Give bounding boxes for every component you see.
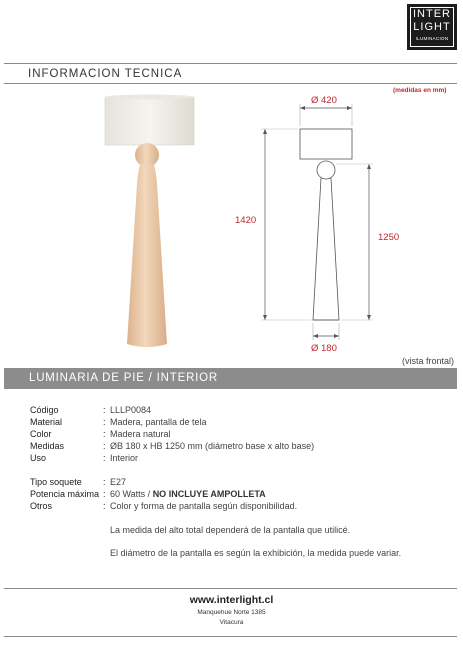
brand-logo [407,4,457,50]
total-height-label: 1420 [235,215,257,226]
spec-value: Interior [110,453,139,463]
spec-label: Potencia máxima [30,489,100,499]
category-band [4,368,457,389]
shade-outline [300,129,352,159]
units-note: (medidas en mm) [393,87,447,94]
lamp-wood-body [127,143,167,347]
base-diameter-label: Ø 180 [311,343,337,354]
spec-value: ØB 180 x HB 1250 mm (diámetro base x alto base) [110,441,315,451]
logo-line-1: INTER [413,8,451,20]
page-title: INFORMACION TECNICA [28,68,183,80]
bottom-divider [4,636,457,637]
spec-label: Tipo soquete [30,477,82,487]
footer-address: Manquehue Norte 1385 [197,609,266,616]
spec-label: Medidas [30,441,65,451]
spec-colon: : [103,501,106,511]
spec-value [110,488,266,500]
ball-outline [317,161,335,179]
spec-colon: : [103,477,106,487]
spec-value: E27 [110,477,127,487]
spec-value-text: 60 Watts / [110,489,153,499]
body-outline [313,178,339,320]
title-divider [4,83,457,84]
spec-label: Otros [30,501,53,511]
footer-city: Vitacura [219,619,244,626]
spec-label: Código [30,405,59,415]
spec-value: Madera natural [110,429,171,439]
spec-label: Uso [30,453,47,463]
view-label: (vista frontal) [402,356,455,366]
spec-colon: : [103,489,106,499]
top-diameter-label: Ø 420 [311,95,337,106]
product-photo [95,92,205,357]
spec-colon: : [103,429,106,439]
top-divider [4,63,457,64]
spec-colon: : [103,441,106,451]
note-total-height: La medida del alto total dependerá de la pantalla que utilicé. [110,525,351,535]
technical-drawing [225,92,435,362]
category-title: LUMINARIA DE PIE / INTERIOR [29,372,219,384]
logo-line-2: LIGHT [413,21,451,33]
footer-divider [4,588,457,589]
spec-value: LLLP0084 [110,405,152,415]
spec-colon: : [103,405,106,415]
spec-value: Madera, pantalla de tela [110,417,207,427]
website-link[interactable]: www.interlight.cl [189,594,274,606]
spec-colon: : [103,453,106,463]
spec-label: Color [30,429,52,439]
note-shade-diameter: El diámetro de la pantalla es según la exhibición, la medida puede variar. [110,548,402,558]
logo-line-3: ILUMINACION [415,36,449,41]
lamp-shade [105,95,194,146]
spec-value: Color y forma de pantalla según disponibilidad. [110,501,298,511]
spec-label: Material [30,417,63,427]
base-height-label: 1250 [378,232,400,243]
spec-colon: : [103,417,106,427]
spec-value-bold: NO INCLUYE AMPOLLETA [152,489,266,499]
